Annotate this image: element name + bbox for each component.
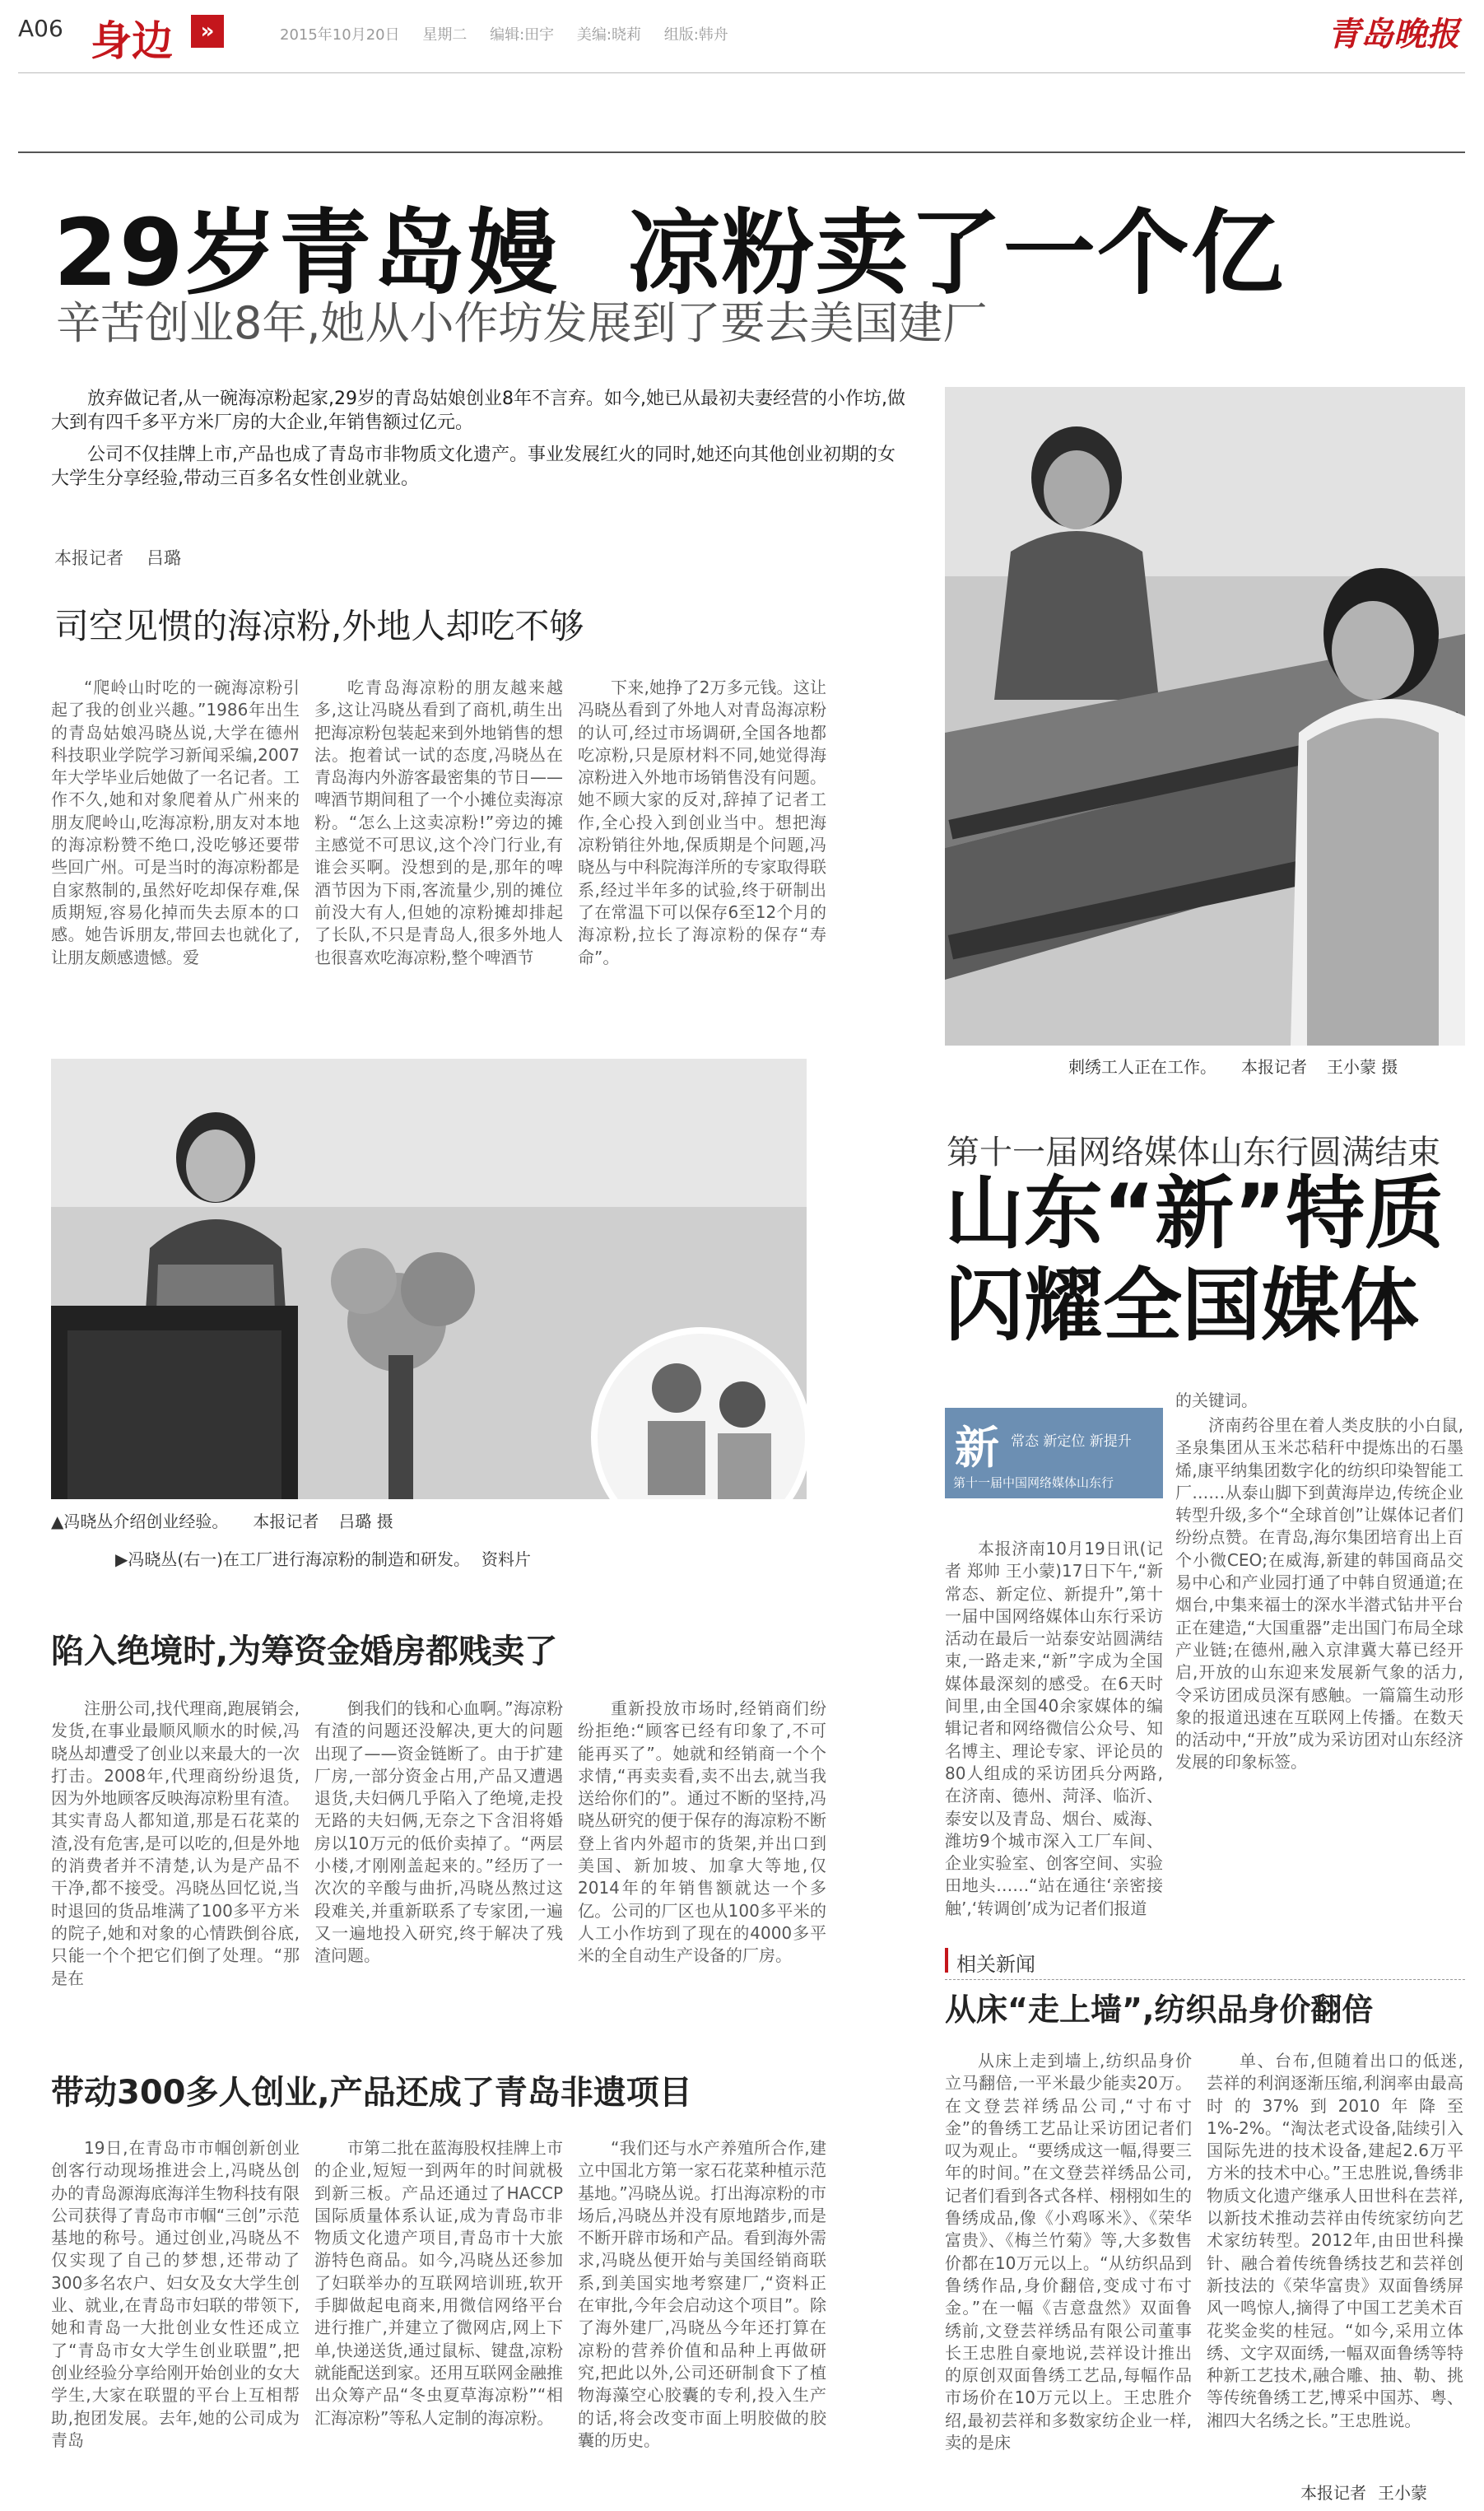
right-kicker: 第十一届网络媒体山东行圆满结束 (947, 1134, 1440, 1172)
main-subhead: 辛苦创业8年,她从小作坊发展到了要去美国建厂 (56, 297, 988, 349)
layout-credit: 组版:韩舟 (663, 26, 728, 44)
photo-speaker-illustration (51, 1059, 807, 1499)
section-2-col-3-text: 重新投放市场时,经销商们纷纷拒绝:“顾客已经有印象了,不可能再买了”。她就和经销商一个个求情,“再卖卖看,卖不出去,就当我送给你们的”。通过不断的坚持,冯晓丛研究的便于保存的海凉粉不断登上省内外超市的货架,并出口到美国、新加坡、加拿大等地,仅2014年的年销售额就达一个多亿。公司的厂区也从100多平米的人工小作坊到了现在的4000多平米的全自动生产设备的厂房。 (578, 1698, 826, 1966)
section-2-col-1-text: 注册公司,找代理商,跑展销会,发货,在事业最顺风顺水的时候,冯晓丛却遭受了创业以来最大的一次打击。2008年,代理商纷纷退货,因为外地顾客反映海凉粉里有渣。其实青岛人都知道,那是石花菜的渣,没有危害,是可以吃的,但是外地的消费者并不清楚,认为是产品不干净,都不接受。冯晓丛回忆说,当时退回的货品堆满了100多平方米的院子,她和对象的心情跌倒谷底,只能一个个把它们倒了处理。“那是在 (51, 1698, 300, 1988)
related-byline-label: 本报记者 (1300, 2483, 1366, 2503)
right-headline-line-1: 山东“新”特质 (945, 1167, 1444, 1260)
section-2-title: 陷入绝境时,为筹资金婚房都贱卖了 (51, 1633, 558, 1670)
issue-date: 2015年10月20日 (280, 26, 400, 44)
section-3-col-2-text: 市第二批在蓝海股权挂牌上市的企业,短短一到两年的时间就极到新三板。产品还通过了HACCP国际质量体系认证,成为青岛市非物质文化遗产项目,青岛市十大旅游特色商品。如今,冯晓丛还参加了妇联举办的互联网培训班,软开手脚做起电商来,用微信网络平台进行推广,并建立了微网店,网上下单,快递送货,通过鼠标、键盘,凉粉就能配送到家。还用互联网金融推出众筹产品“冬虫夏草海凉粉”“相汇海凉粉”等私人定制的海凉粉。 (314, 2138, 563, 2428)
section-1-col-1-text: “爬岭山时吃的一碗海凉粉引起了我的创业兴趣。”1986年出生的青岛姑娘冯晓丛说,大学在德州科技职业学院学习新闻采编,2007年大学毕业后她做了一名记者。工作不久,她和对象爬着从广州来的朋友爬岭山,吃海凉粉,朋友对本地的海凉粉赞不绝口,没吃够还要带些回广州。可是当时的海凉粉都是自家熬制的,虽然好吃却保存难,保质期短,容易化掉而失去原本的口感。她告诉朋友,带回去也就化了,让朋友颇感遗憾。爱 (51, 678, 300, 967)
byline-name: 吕璐 (147, 548, 181, 568)
related-label: 相关新闻 (956, 1953, 1035, 1976)
photo-speaker (51, 1059, 807, 1499)
photo-3-caption-text: 刺绣工人正在工作。 (1068, 1057, 1217, 1077)
related-byline (1300, 2480, 1427, 2504)
section-3-col-2 (314, 2137, 563, 2499)
section-3-col-1-text: 19日,在青岛市市帼创新创业创客行动现场推进会上,冯晓丛创办的青岛源海底海洋生物科技有限公司获得了青岛市市帼“三创”示范基地的称号。通过创业,冯晓丛不仅实现了自己的梦想,还带动了300多名农户、妇女及女大学生创业、就业,在青岛市妇联的带领下,她和青岛一大批创业女性还成立了“青岛市女大学生创业联盟”,把创业经验分享给刚开始创业的女大学生,大家在联盟的平台上互相帮助,抱团发展。去年,她的公司成为青岛 (51, 2138, 300, 2450)
photo-1-credit-label: 本报记者 (253, 1512, 319, 1531)
section-arrow-icon: » (191, 15, 224, 48)
article-lead (51, 387, 907, 499)
section-2-col-3 (578, 1698, 826, 2040)
lead-paragraph-1: 放弃做记者,从一碗海凉粉起家,29岁的青岛姑娘创业8年不言弃。如今,她已从最初夫妻经营的小作坊,做大到有四千多平方米厂房的大企业,年销售额过亿元。 (51, 389, 905, 433)
photo-1-caption-text: ▲冯晓丛介绍创业经验。 (51, 1512, 229, 1531)
lead-paragraph-2: 公司不仅挂牌上市,产品也成了青岛市非物质文化遗产。事业发展红火的同时,她还向其他创业初期的女大学生分享经验,带动三百多名女性创业就业。 (51, 445, 896, 489)
section-1-col-3 (578, 677, 826, 1019)
section-3-col-1 (51, 2137, 300, 2499)
right-headline (945, 1167, 1444, 1352)
related-marker (945, 1948, 948, 1973)
section-3-col-3 (578, 2137, 826, 2499)
photo-embroidery-illustration (945, 387, 1465, 1046)
section-1-col-2 (314, 677, 563, 1019)
section-2-col-2-text: 倒我们的钱和心血啊。”海凉粉有渣的问题还没解决,更大的问题出现了——资金链断了。由于扩建厂房,一部分资金占用,产品又遭遇退货,夫妇俩几乎陷入了绝境,走投无路的夫妇俩,无奈之下含泪将婚房以10万元的低价卖掉了。“两层小楼,才刚刚盖起来的。”经历了一次次的辛酸与曲折,冯晓丛熬过这段难关,并重新联系了专家团,一遍又一遍地投入研究,终于解决了残渣问题。 (314, 1698, 563, 1966)
section-title: 身边 (91, 17, 173, 65)
article-byline (54, 545, 181, 570)
related-body-right (1207, 2050, 1463, 2478)
header-divider (18, 72, 1465, 73)
photo-2-credit: 资料片 (481, 1549, 531, 1569)
photo-3-caption (1068, 1054, 1398, 1078)
photo-2-caption (115, 1546, 531, 1570)
photo-3-credit-name: 王小蒙 摄 (1327, 1057, 1398, 1077)
section-2-col-2 (314, 1698, 563, 2040)
related-body-left-text: 从床上走到墙上,纺织品身价立马翻倍,一平米最少能卖20万。在文登芸祥绣品公司,“寸布寸金”的鲁绣工艺品让采访团记者们叹为观止。“要绣成这一幅,得要三年的时间。”在文登芸祥绣品公司,记者们看到各式各样、栩栩如生的鲁绣成品,像《小鸡啄米》、《荣华富贵》、《梅兰竹菊》等,大多数售价都在10万元以上。“从纺织品到鲁绣作品,身价翻倍,变成寸布寸金。”在一幅《吉意盘然》双面鲁绣前,文登芸祥绣品有限公司董事长王忠胜自豪地说,芸祥设计推出的原创双面鲁绣工艺品,每幅作品市场价在10万元以上。王忠胜介绍,最初芸祥和多数家纺企业一样,卖的是床 (945, 2051, 1192, 2453)
editor-credit: 编辑:田宇 (490, 26, 555, 44)
related-divider (945, 1979, 1465, 1980)
photo-1-caption (51, 1508, 393, 1532)
section-2-col-1 (51, 1698, 300, 2040)
section-3-title: 带动300多人创业,产品还成了青岛非遗项目 (51, 2074, 692, 2112)
top-rule (18, 151, 1465, 153)
main-headline: 29岁青岛嫚 凉粉卖了一个亿 (53, 200, 1285, 307)
related-body-right-text: 单、台布,但随着出口的低迷,芸祥的利润逐渐压缩,利润率由最高时的37%到2010年降至1%-2%。“淘汰老式设备,陆续引入国际先进的技术设备,建起2.6万平方米的技术中心。”王忠胜说,鲁绣非物质文化遗产继承人田世科在芸祥,以新技术推动芸祥由传统家纺向艺术家纺转型。2012年,由田世科操针、融合着传统鲁绣技艺和芸祥创新技法的《荣华富贵》双面鲁绣屏风一鸣惊人,摘得了中国工艺美术百花奖金奖的桂冠。“如今,采用立体绣、文字双面绣,一幅双面鲁绣等特种新工艺技术,融合雕、抽、勒、挑等传统鲁绣工艺,博采中国苏、粤、湘四大名绣之长。”王忠胜说。 (1207, 2051, 1463, 2430)
issue-meta (280, 23, 747, 44)
related-headline: 从床“走上墙”,纺织品身价翻倍 (945, 1992, 1374, 2028)
event-logo (945, 1408, 1163, 1498)
section-1-title: 司空见惯的海凉粉,外地人却吃不够 (54, 606, 584, 646)
art-editor-credit: 美编:晓莉 (576, 26, 641, 44)
related-byline-name: 王小蒙 (1378, 2483, 1427, 2503)
section-3-col-3-text: “我们还与水产养殖所合作,建立中国北方第一家石花菜种植示范基地。”冯晓丛说。打出海凉粉的市场后,冯晓丛并没有原地踏步,而是不断开辟市场和产品。看到海外需求,冯晓丛便开始与美国经销商联系,到美国实地考察建厂,“资料正在审批,今年会启动这个项目”。除了海外建厂,冯晓丛今年还打算在凉粉的营养价值和品种上再做研究,把此以外,公司还研制食下了植物海藻空心胶囊的专利,投入生产的话,将会改变市面上明胶做的胶囊的历史。 (578, 2138, 826, 2450)
right-body-left (945, 1538, 1163, 1941)
right-body-top-text: 的关键词。 (1175, 1391, 1258, 1410)
photo-3-credit-label: 本报记者 (1241, 1057, 1307, 1077)
right-headline-line-2: 闪耀全国媒体 (945, 1260, 1419, 1352)
section-1-col-3-text: 下来,她挣了2万多元钱。这让冯晓丛看到了外地人对青岛海凉粉的认可,经过市场调研,全国各地都吃凉粉,只是原材料不同,她觉得海凉粉进入外地市场销售没有问题。她不顾大家的反对,辞掉了记者工作,全心投入到创业当中。想把海凉粉销往外地,保质期是个问题,冯晓丛与中科院海洋所的专家取得联系,经过半年多的试验,终于研制出了在常温下可以保存6至12个月的海凉粉,拉长了海凉粉的保存“寿命”。 (578, 678, 826, 967)
right-body-right-text: 济南药谷里在着人类皮肤的小白鼠,圣泉集团从玉米芯秸秆中提炼出的石墨烯,康平纳集团数字化的纺织印染智能工厂……从泰山脚下到黄海岸边,传统企业转型升级,多个“全球首创”让媒体记者们纷纷点赞。在青岛,海尔集团培育出上百个小微CEO;在威海,新建的韩国商品交易中心和产业园打通了中韩自贸通道;在烟台,中集来福士的深水半潜式钻井平台正在建造,“大国重器”走出国门布局全球产业链;在德州,融入京津冀大幕已经开启,开放的山东迎来发展新气象的活力,令采访团成员深有感触。一篇篇生动形象的报道迅速在互联网上传播。在数天的活动中,“开放”成为采访团对山东经济发展的印象标签。 (1175, 1415, 1463, 1773)
related-body-left (945, 2050, 1192, 2499)
event-logo-sub: 第十一届中国网络媒体山东行 (953, 1475, 1114, 1490)
photo-embroidery (945, 387, 1465, 1046)
masthead-logo: 青岛晚报 (1328, 15, 1459, 54)
photo-2-caption-text: ▶冯晓丛(右一)在工厂进行海凉粉的制造和研发。 (115, 1549, 470, 1569)
right-body-right (1175, 1414, 1463, 1941)
page-number: A06 (18, 15, 63, 42)
byline-label: 本报记者 (54, 548, 123, 568)
section-1-col-2-text: 吃青岛海凉粉的朋友越来越多,这让冯晓丛看到了商机,萌生出把海凉粉包装起来到外地销售的想法。抱着试一试的态度,冯晓丛在青岛海内外游客最密集的节日——啤酒节期间租了一个小摊位卖海凉粉。“怎么上这卖凉粉!”旁边的摊主感觉不可思议,这个冷门行业,有谁会买啊。没想到的是,那年的啤酒节因为下雨,客流量少,别的摊位前没大有人,但她的凉粉摊却排起了长队,不只是青岛人,很多外地人也很喜欢吃海凉粉,整个啤酒节 (314, 678, 563, 967)
right-body-left-text: 本报济南10月19日讯(记者 郑帅 王小蒙)17日下午,“新常态、新定位、新提升”,第十一届中国网络媒体山东行采访活动在最后一站泰安站圆满结束,一路走来,“新”字成为全国媒体最深刻的感受。在6天时间里,由全国40余家媒体的编辑记者和网络微信公众号、知名博主、理论专家、评论员的80人组成的采访团兵分两路,在济南、德州、菏泽、临沂、泰安以及青岛、烟台、威海、潍坊9个城市深入工厂车间、企业实验室、创客空间、实验田地头……“站在通往‘亲密接触’,‘转调创’成为记者们报道 (945, 1539, 1163, 1918)
event-logo-words: 常态 新定位 新提升 (1011, 1433, 1132, 1450)
section-1-col-1 (51, 677, 300, 1019)
event-logo-char: 新 (955, 1422, 999, 1474)
photo-1-credit-name: 吕璐 摄 (338, 1512, 393, 1531)
issue-weekday: 星期二 (422, 26, 468, 44)
right-body-top (1175, 1390, 1463, 1414)
